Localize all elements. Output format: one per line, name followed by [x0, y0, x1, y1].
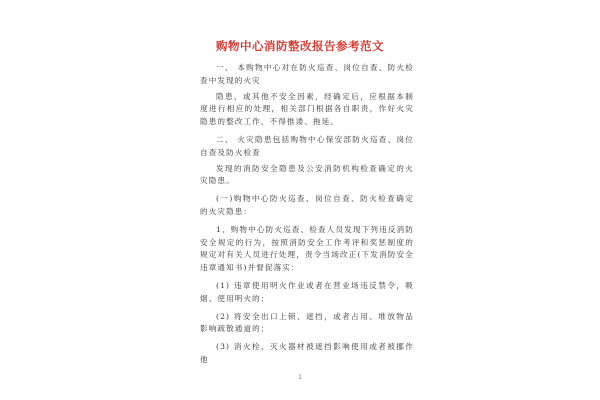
paragraph-4: 发现的消防安全隐患及公安消防机构检查确定的火灾隐患。 — [200, 163, 414, 186]
paragraph-8: (2) 将安全出口上锁、遮挡，或者占用、堆放物品影响疏散通道的； — [200, 311, 414, 334]
page-number: 1 — [298, 374, 302, 381]
paragraph-9: (3) 消火栓、灭火器材被遮挡影响使用或者被挪作他 — [200, 342, 414, 364]
paragraph-5: (一)购物中心防火巡查、岗位自查、防火检查确定的火灾隐患： — [200, 194, 414, 216]
paragraph-2: 隐患，或其他不安全因素，经确定后，应根据本制度进行相应的处理，相关部门根据各自职责，作好火灾隐患的整改工作，不得推诿、拖延。 — [200, 91, 414, 127]
document-body — [200, 62, 414, 372]
paragraph-3: 二、 火灾隐患包括购物中心保安部防火巡查、岗位自查及防火检查 — [200, 134, 414, 157]
paragraph-7: (1) 违章使用明火作业或者在营业场违反禁令，吸烟、使用明火的； — [200, 280, 414, 303]
paragraph-1: 一、 本购物中心对在防火巡查、岗位自查、防火检查中发现的火灾 — [200, 63, 414, 85]
paragraph-6: 1、购物中心防火巡查、检查人员发现下列违反消防安全规定的行为，按照消防安全工作考评和奖惩制度的规定对有关人员进行处理，责令当场改正(下发消防安全违章通知书)并督促落实： — [200, 224, 414, 273]
document-title: 购物中心消防整改报告参考范文 — [216, 39, 384, 53]
